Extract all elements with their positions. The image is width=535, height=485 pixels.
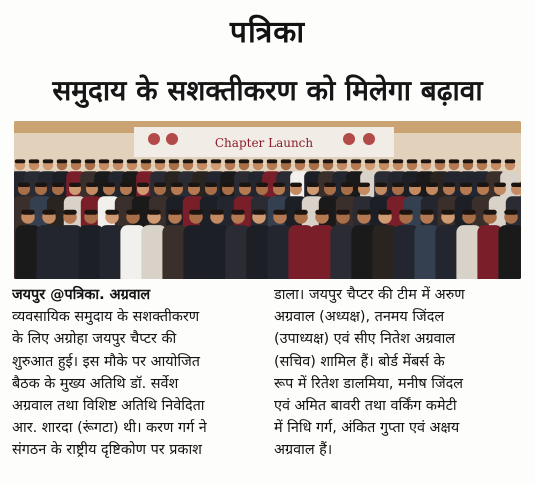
group-photo xyxy=(14,121,521,279)
person-hair xyxy=(169,159,180,163)
person-hair xyxy=(127,159,138,163)
person-hair xyxy=(183,159,194,163)
person-hair xyxy=(197,159,208,163)
person-hair xyxy=(105,210,119,215)
article-line: अग्रवाल (अध्यक्ष), तनमय जिंदल xyxy=(274,309,445,326)
person-hair xyxy=(421,159,432,163)
person-hair xyxy=(120,183,132,187)
person-hair xyxy=(189,210,203,215)
article-line: अग्रवाल तथा विशिष्ट अतिथि निवेदिता xyxy=(12,398,205,415)
person-hair xyxy=(392,183,404,187)
headline xyxy=(0,62,535,118)
person-hair xyxy=(103,183,115,187)
article-line: व्यवसायिक समुदाय के सशक्तीकरण xyxy=(12,309,200,326)
person-hair xyxy=(420,210,434,215)
person-hair xyxy=(63,210,77,215)
person-hair xyxy=(307,183,319,187)
person-hair xyxy=(69,183,81,187)
person-hair xyxy=(399,210,413,215)
masthead xyxy=(0,0,535,60)
person-hair xyxy=(42,210,56,215)
person-hair xyxy=(435,159,446,163)
article-line: रूप में रितेश डालमिया, मनीष जिंदल xyxy=(274,375,464,392)
person-hair xyxy=(273,210,287,215)
person-hair xyxy=(281,159,292,163)
person-hair xyxy=(324,183,336,187)
person-hair xyxy=(375,183,387,187)
person-hair xyxy=(57,159,68,163)
person-hair xyxy=(256,183,268,187)
person-hair xyxy=(449,159,460,163)
person-hair xyxy=(379,159,390,163)
article-line: के लिए अग्रोहा जयपुर चैप्टर की xyxy=(12,331,177,348)
article-column-right xyxy=(274,284,523,462)
article-line: शुरुआत हुई। इस मौके पर आयोजित xyxy=(12,353,200,370)
person-hair xyxy=(205,183,217,187)
person-hair xyxy=(155,159,166,163)
person-hair xyxy=(225,159,236,163)
headline-text: समुदाय के सशक्तीकरण को मिलेगा बढ़ावा xyxy=(52,74,483,107)
person-hair xyxy=(393,159,404,163)
person-hair xyxy=(267,159,278,163)
person-hair xyxy=(86,183,98,187)
person-hair xyxy=(43,159,54,163)
person-hair xyxy=(239,183,251,187)
person-hair xyxy=(407,159,418,163)
person-hair xyxy=(315,210,329,215)
person-hair xyxy=(231,210,245,215)
article-line: जयपुर @पत्रिका. अग्रवाल xyxy=(12,287,151,303)
person-hair xyxy=(21,210,35,215)
person-hair xyxy=(147,210,161,215)
person-hair xyxy=(154,183,166,187)
person-hair xyxy=(323,159,334,163)
person-hair xyxy=(511,183,521,187)
article-column-left xyxy=(12,284,257,462)
person-hair xyxy=(273,183,285,187)
person-hair xyxy=(252,210,266,215)
person-hair xyxy=(462,210,476,215)
person-hair xyxy=(341,183,353,187)
person-hair xyxy=(171,183,183,187)
person-hair xyxy=(426,183,438,187)
person-hair xyxy=(491,159,502,163)
person-hair xyxy=(168,210,182,215)
person-hair xyxy=(358,183,370,187)
person-hair xyxy=(336,210,350,215)
person-hair xyxy=(290,183,302,187)
person-hair xyxy=(441,210,455,215)
person-hair xyxy=(99,159,110,163)
person-hair xyxy=(35,183,47,187)
person-hair xyxy=(309,159,320,163)
article-line: में निधि गर्ग, अंकित गुप्ता एवं अक्षय xyxy=(274,420,460,437)
person-hair xyxy=(460,183,472,187)
article-line: संगठन के राष्ट्रीय दृष्टिकोण पर प्रकाश xyxy=(12,442,202,459)
person-hair xyxy=(85,159,96,163)
person-hair xyxy=(113,159,124,163)
banner-text: Chapter Launch xyxy=(214,136,314,150)
person-hair xyxy=(505,159,516,163)
article-line: डाला। जयपुर चैप्टर की टीम में अरुण xyxy=(274,287,465,303)
person-hair xyxy=(222,183,234,187)
person-hair xyxy=(15,159,26,163)
person-hair xyxy=(29,159,40,163)
person-hair xyxy=(52,183,64,187)
person-hair xyxy=(141,159,152,163)
crowd xyxy=(14,159,521,279)
person-hair xyxy=(337,159,348,163)
person-hair xyxy=(351,159,362,163)
person-hair xyxy=(84,210,98,215)
person-body xyxy=(498,225,521,279)
person-hair xyxy=(483,210,497,215)
person-hair xyxy=(365,159,376,163)
person-hair xyxy=(211,159,222,163)
person-hair xyxy=(409,183,421,187)
newspaper-name: पत्रिका xyxy=(229,14,306,50)
person-hair xyxy=(494,183,506,187)
article-line: (सचिव) शामिल हैं। बोर्ड मेंबर्स के xyxy=(274,353,445,370)
person-hair xyxy=(477,183,489,187)
person-hair xyxy=(463,159,474,163)
article-line: (उपाध्यक्ष) एवं सीए नितेश अग्रवाल xyxy=(274,331,456,348)
article-line: अग्रवाल हैं। xyxy=(274,442,333,459)
person-hair xyxy=(126,210,140,215)
person-hair xyxy=(71,159,82,163)
article-line: एवं अमित बावरी तथा वर्किंग कमेटी xyxy=(274,398,457,415)
article-line: बैठक के मुख्य अतिथि डॉ. सर्वेश xyxy=(12,375,179,392)
person-hair xyxy=(477,159,488,163)
person-hair xyxy=(357,210,371,215)
person-hair xyxy=(188,183,200,187)
article-line: आर. शारदा (रूंगटा) थी। करण गर्ग ने xyxy=(12,420,207,437)
person-hair xyxy=(443,183,455,187)
person-hair xyxy=(378,210,392,215)
person-hair xyxy=(18,183,30,187)
person-hair xyxy=(295,159,306,163)
person-hair xyxy=(504,210,518,215)
person-hair xyxy=(294,210,308,215)
person-hair xyxy=(210,210,224,215)
person-hair xyxy=(137,183,149,187)
person-hair xyxy=(253,159,264,163)
person-hair xyxy=(239,159,250,163)
